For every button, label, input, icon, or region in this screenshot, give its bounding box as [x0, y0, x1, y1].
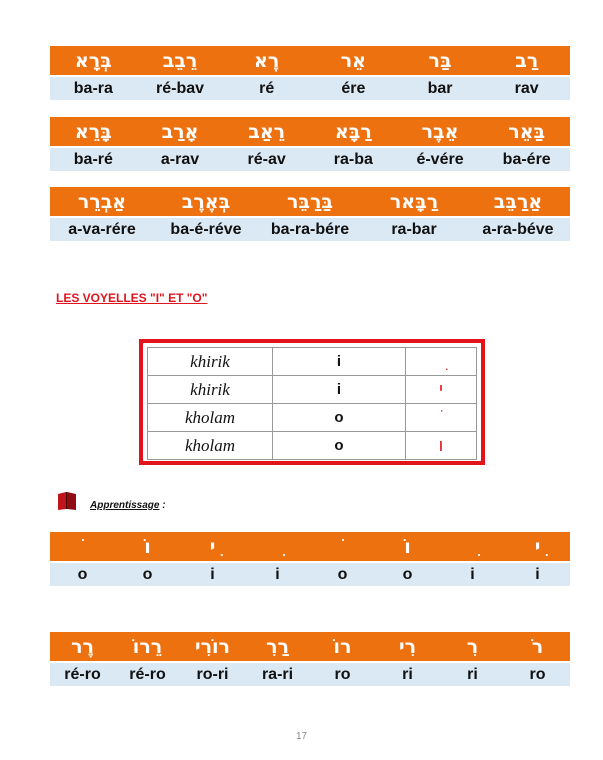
translit-cell: ra-ba	[333, 150, 373, 168]
learning-heading	[56, 491, 166, 511]
vowel-glyph: י	[406, 376, 477, 404]
hebrew-cell: בַּאֵר	[508, 120, 546, 143]
hebrew-cell: רוֹרִי	[195, 635, 230, 658]
translit-cell: i	[535, 565, 540, 583]
vowel-row	[148, 432, 477, 460]
syllable-table-2	[50, 117, 570, 171]
hebrew-cell: אַבְרֵר	[77, 190, 127, 213]
hebrew-row	[50, 46, 570, 75]
page-number: 17	[295, 731, 308, 742]
vowel-row	[148, 376, 477, 404]
section-title: LES VOYELLES "I" ET "O"	[56, 291, 208, 305]
hebrew-cell: רִ	[466, 635, 479, 658]
book-icon	[56, 491, 78, 511]
hebrew-cell: רַב	[515, 49, 539, 72]
vowel-sound: i	[273, 348, 406, 376]
hebrew-cell: רֵרוֹ	[132, 635, 163, 658]
hebrew-cell: רֵבֵב	[162, 49, 198, 72]
translit-cell: ré-bav	[155, 79, 205, 97]
vowel-glyph: ו	[406, 432, 477, 460]
hebrew-cell: רַרִ	[266, 635, 289, 658]
hebrew-cell: אָרַב	[161, 120, 199, 143]
translit-cell: ré	[259, 79, 275, 97]
hebrew-cell	[310, 532, 375, 561]
hebrew-cell	[440, 532, 505, 561]
vowel-glyph	[406, 348, 477, 376]
hebrew-cell: רֹ	[531, 635, 544, 658]
translit-cell: ba-ra-bére	[270, 220, 350, 238]
reading-table	[50, 632, 570, 686]
translit-cell: ri	[402, 665, 413, 683]
vowel-name: kholam	[148, 404, 273, 432]
translit-cell: ré-ro	[64, 665, 101, 683]
translit-cell: ba-ré	[73, 150, 113, 168]
translit-cell: a-ra-béve	[482, 220, 554, 238]
translit-cell: ba-ére	[502, 150, 551, 168]
hebrew-row	[50, 117, 570, 146]
hebrew-cell: ִי	[209, 535, 216, 558]
hebrew-cell: ִי	[534, 535, 541, 558]
translit-cell: o	[402, 565, 413, 583]
translit-cell: i	[470, 565, 475, 583]
learning-label-wrap	[90, 500, 166, 511]
vowel-practice-table	[50, 532, 570, 586]
hebrew-cell: רֶר	[71, 635, 94, 658]
vowel-table	[147, 347, 477, 460]
translit-cell: ba-é-réve	[170, 220, 242, 238]
vowel-glyph	[406, 404, 477, 432]
hebrew-cell: בַּר	[428, 49, 452, 72]
translit-cell: é-vére	[416, 150, 464, 168]
vowel-row	[148, 348, 477, 376]
vowel-name: khirik	[148, 348, 273, 376]
hebrew-cell: וֹ	[144, 535, 151, 558]
vowel-name: khirik	[148, 376, 273, 404]
hebrew-cell	[245, 532, 310, 561]
translit-cell: ri	[467, 665, 478, 683]
syllable-table-3	[50, 187, 570, 241]
vowel-row	[148, 404, 477, 432]
vowel-table-frame	[139, 339, 485, 465]
hebrew-cell: בְּרָא	[74, 49, 112, 72]
translit-row	[50, 561, 570, 586]
translit-cell: ro	[529, 665, 546, 683]
hebrew-cell: רֶא	[254, 49, 280, 72]
translit-cell: ra-ri	[261, 665, 294, 683]
translit-row	[50, 661, 570, 686]
translit-cell: o	[142, 565, 153, 583]
hebrew-cell: רוֹ	[333, 635, 352, 658]
hebrew-cell: וֹ	[404, 535, 411, 558]
hebrew-cell: בַּרַבֵּר	[286, 190, 334, 213]
translit-cell: ro	[334, 665, 351, 683]
translit-cell: i	[210, 565, 215, 583]
translit-cell: a-rav	[160, 150, 200, 168]
translit-row	[50, 75, 570, 100]
hebrew-row	[50, 532, 570, 561]
translit-cell: bar	[427, 79, 453, 97]
hebrew-cell: רַבָּא	[334, 120, 372, 143]
translit-row	[50, 216, 570, 241]
hebrew-row	[50, 187, 570, 216]
hebrew-cell: בְּאֶרֶב	[181, 190, 231, 213]
vowel-name: kholam	[148, 432, 273, 460]
translit-cell: ro-ri	[196, 665, 229, 683]
learning-suffix: :	[159, 500, 166, 511]
translit-cell: ére	[341, 79, 366, 97]
hebrew-cell: רֵאַב	[248, 120, 286, 143]
translit-cell: ré-ro	[129, 665, 166, 683]
translit-cell: i	[275, 565, 280, 583]
translit-cell: rav	[514, 79, 539, 97]
vowel-sound: o	[273, 404, 406, 432]
translit-cell: o	[77, 565, 88, 583]
hebrew-cell: אֵר	[340, 49, 366, 72]
translit-row	[50, 146, 570, 171]
hebrew-cell: אֵבֶר	[421, 120, 459, 143]
hebrew-row	[50, 632, 570, 661]
translit-cell: ra-bar	[391, 220, 437, 238]
hebrew-cell: רַבָּאר	[389, 190, 439, 213]
hebrew-cell: רִי	[398, 635, 417, 658]
translit-cell: a-va-rére	[68, 220, 136, 238]
hebrew-cell	[50, 532, 115, 561]
hebrew-cell: בָּרֵא	[74, 120, 112, 143]
hebrew-cell: אַרַבֵּב	[493, 190, 543, 213]
translit-cell: ré-av	[247, 150, 286, 168]
syllable-table-1	[50, 46, 570, 100]
vowel-sound: i	[273, 376, 406, 404]
translit-cell: o	[337, 565, 348, 583]
translit-cell: ba-ra	[73, 79, 113, 97]
vowel-sound: o	[273, 432, 406, 460]
learning-label: Apprentissage	[90, 500, 160, 511]
